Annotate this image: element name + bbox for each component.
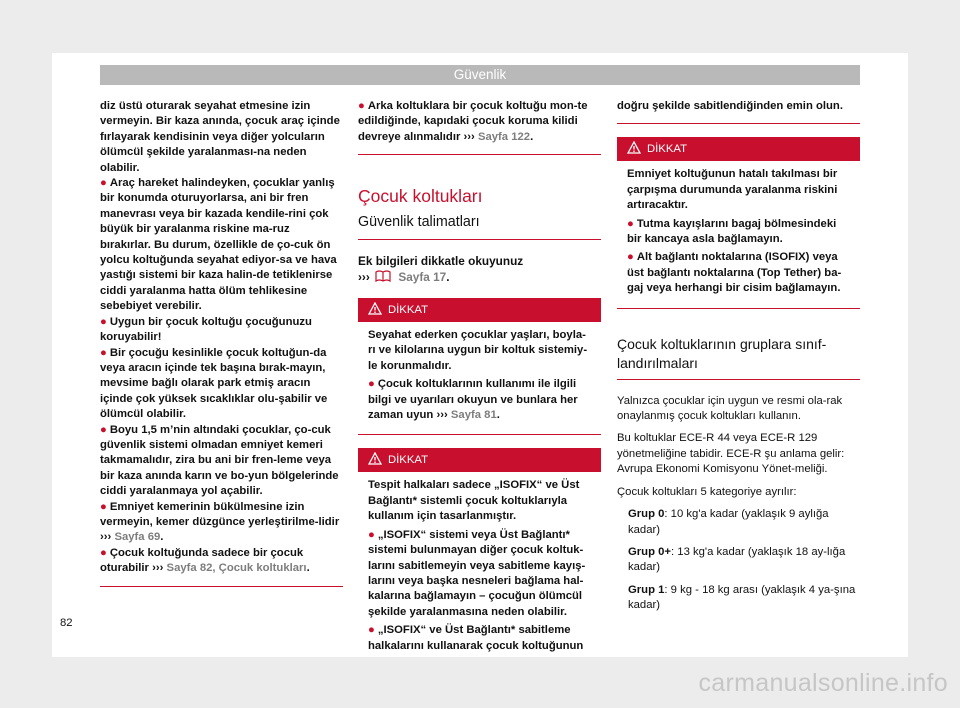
page-link[interactable]: Sayfa 17 [398,269,447,284]
list-item: ● Çocuk koltuklarının kullanımı ile ilgili bilgi ve uyarıları okuyun ve bunlara her zaman uyun ››› Sayfa 81. [368,378,578,422]
warning-icon [627,141,641,154]
header-title: Güvenlik [453,67,507,82]
page-header [100,65,860,85]
warning-body [358,322,601,435]
group-item: Grup 0: 10 kg'a kadar (yaklaşık 9 aylığa kadar) [628,508,829,536]
warning-body [617,161,860,308]
warning-box [358,298,601,435]
extra-info-ref: ››› Sayfa 17. [358,269,450,284]
warning-text: Seyahat ederken çocuklar yaşları, boyla-rı ve kilolarına uygun bir koltuk sistemiy-le korunmalıdır. [368,329,588,372]
list-item: ● Araç hareket halindeyken, çocuklar yanlış bir konumda oturuyorlarsa, ani bir fren manevrası veya bir kazada kendile-rini çok büyük bir yaralanma riskine ma-ruz bırakırlar. Bu durum, özellikle de ço-cuk ön yolcu koltuğunda seyahat ediyor-sa ve hava yastığı sistemi bir kaza halin-de tetiklenirse ciddi yaralanma hatta ölüm tehlikesine sebebiyet verebilir. [100,177,337,313]
list-item: ● Alt bağlantı noktalarına (ISOFIX) veya üst bağlantı noktalarına (Top Tether) ba-gaj veya herhangi bir cisim bağlamayın. [627,251,842,295]
page-number: 82 [60,617,73,629]
list-item: ● Çocuk koltuğunda sadece bir çocuk oturabilir ››› Sayfa 82, Çocuk koltukları. [100,546,310,575]
intro-text: diz üstü oturarak seyahat etmesine izin vermeyin. Bir kaza anında, çocuk araç içinde fırlayarak kendisinin veya diğer yolcuların ölümcül şekilde yaralanması-na neden olabilir. [100,100,340,174]
page-link[interactable]: Sayfa 81 [450,409,497,422]
column-2 [358,99,601,665]
warning-icon [368,302,382,315]
list-item: ● Boyu 1,5 m’nin altındaki çocuklar, ço-cuk güvenlik sistemi olmadan emniyet kemeri takmamalıdır, zira bu ani bir fren-leme veya bir kaza anında karın ve bo-yun bölgelerinde ciddi yaralanmaya yol açabilir. [100,423,339,498]
warning-continuation [617,99,860,124]
paragraph: Yalnızca çocuklar için uygun ve resmi ola-rak onaylanmış çocuk koltukları kullanın. [617,394,843,423]
book-icon [375,270,391,282]
warning-box [358,448,601,664]
group-item: Grup 0+: 13 kg'a kadar (yaklaşık 18 ay-lığa kadar) [628,545,846,574]
warning-continuation [100,99,343,587]
warning-continuation [358,99,601,155]
watermark: carmanualsonline.info [698,669,948,697]
column-3 [617,99,860,621]
warning-box [617,137,860,308]
list-item: ● Tutma kayışlarını bagaj bölmesindeki bir kancaya asla bağlamayın. [627,217,837,246]
warning-body [358,472,601,664]
list-item: ● Arka koltuklara bir çocuk koltuğu mon-te edildiğinde, kapıdaki çocuk koruma kilidi devreye alınmalıdır ››› Sayfa 122. [358,100,588,143]
list-item: ● Bir çocuğu kesinlikle çocuk koltuğun-da veya aracın içinde tek başına bırak-mayın, mevsime bağlı olarak park etmiş aracın içinde çok yüksek sıcaklıklar olu-şabilir ve ölümcül olabilir. [100,346,328,421]
subsection-title: Güvenlik talimatları [358,213,601,240]
body-text [617,394,860,614]
section-title: Çocuk koltukları [358,186,483,207]
warning-header: DİKKAT [358,298,601,322]
list-item: ● Emniyet kemerinin bükülmesine izin vermeyin, kemer düzgünce yerleştirilme-lidir ››› Sayfa 69. [100,500,340,544]
column-1 [100,99,343,587]
group-item: Grup 1: 9 kg - 18 kg arası (yaklaşık 4 ya-şına kadar) [628,583,856,612]
extra-info-text: Ek bilgileri dikkatle okuyunuz [358,254,524,269]
section-title: Çocuk koltuklarının gruplara sınıf-landırılmaları [617,335,860,380]
warning-text: Emniyet koltuğunun hatalı takılması bir çarpışma durumunda yaralanma riskini artıracaktır. [627,168,838,212]
warning-header: DİKKAT [358,448,601,472]
page-link[interactable]: Sayfa 82, Çocuk koltukları [166,562,307,575]
list-item: ● „ISOFIX“ sistemi veya Üst Bağlantı* sistemi bulunmayan diğer çocuk koltuk-larını sabitlemeyin veya sabitleme kayış-larını veya başka nesneleri bağlama hal-kalarına bağlamayın – çocuğun ölümcül şekilde yaralanmasına neden olabilir. [368,528,586,618]
warning-icon [368,452,382,465]
list-item: ● Uygun bir çocuk koltuğu çocuğunuzu koruyabilir! [100,315,312,344]
paragraph: Çocuk koltukları 5 kategoriye ayrılır: [617,485,797,498]
warning-text: doğru şekilde sabitlendiğinden emin olun. [617,100,843,112]
list-item: ● „ISOFIX“ ve Üst Bağlantı* sabitleme halkalarını kullanarak çocuk koltuğunun [368,624,584,652]
warning-header: DİKKAT [617,137,860,161]
page-link[interactable]: Sayfa 122 [477,130,531,143]
warning-text: Tespit halkaları sadece „ISOFIX“ ve Üst Bağlantı* sistemli çocuk koltuklarıyla kullanım için tasarlanmıştır. [368,479,580,523]
paragraph: Bu koltuklar ECE-R 44 veya ECE-R 129 yönetmeliğine tabidir. ECE-R şu anlama gelir: Avrupa Ekonomi Komisyonu Yönet-meliği. [617,432,845,476]
page-link[interactable]: Sayfa 69 [114,531,161,544]
